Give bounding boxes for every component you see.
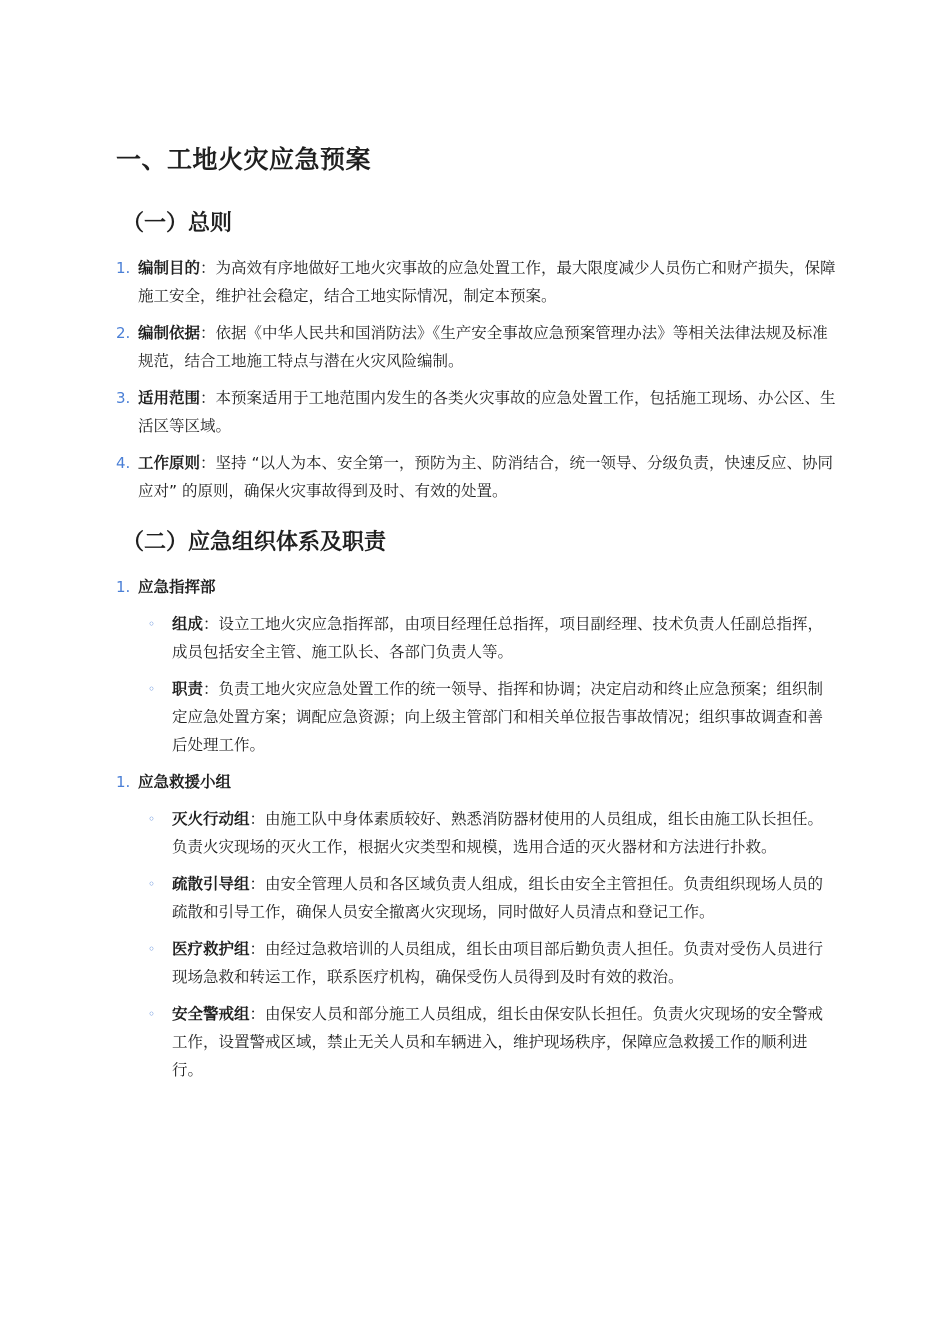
sub-list-item xyxy=(116,610,836,666)
command-sublist xyxy=(116,610,836,759)
list-item xyxy=(116,319,836,375)
item-label: 编制目的 xyxy=(138,259,201,277)
item-text: ：依据《中华人民共和国消防法》《生产安全事故应急预案管理办法》等相关法律法规及标准规范，结合工地施工特点与潜在火灾风险编制。 xyxy=(138,324,828,370)
group-label: 应急救援小组 xyxy=(138,773,232,791)
item-label: 适用范围 xyxy=(138,389,201,407)
section-heading-organization: （二）应急组织体系及职责 xyxy=(122,530,387,555)
bullet-icon: ◦ xyxy=(148,1007,156,1021)
item-label: 医疗救护组 xyxy=(172,940,250,958)
list-item xyxy=(116,254,836,310)
item-text: ：为高效有序地做好工地火灾事故的应急处置工作，最大限度减少人员伤亡和财产损失，保障施工安全，维护社会稳定，结合工地实际情况，制定本预案。 xyxy=(138,259,836,305)
bullet-icon: ◦ xyxy=(148,682,156,696)
sub-list-item xyxy=(116,805,836,861)
list-number: 1. xyxy=(116,578,131,596)
rescue-sublist xyxy=(116,805,836,1084)
item-text: ：由施工队中身体素质较好、熟悉消防器材使用的人员组成，组长由施工队长担任。负责火灾现场的灭火工作，根据火灾类型和规模，选用合适的灭火器材和方法进行扑救。 xyxy=(172,810,824,856)
sub-list-item xyxy=(116,935,836,991)
sub-list-item xyxy=(116,870,836,926)
group-label: 应急指挥部 xyxy=(138,578,216,596)
group-heading-rescue xyxy=(116,768,836,796)
item-text: ：由经过急救培训的人员组成，组长由项目部后勤负责人担任。负责对受伤人员进行现场急救和转运工作，联系医疗机构，确保受伤人员得到及时有效的救治。 xyxy=(172,940,824,986)
sub-list-item xyxy=(116,1000,836,1084)
item-label: 灭火行动组 xyxy=(172,810,250,828)
item-text: ：由保安人员和部分施工人员组成，组长由保安队长担任。负责火灾现场的安全警戒工作，设置警戒区域，禁止无关人员和车辆进入，维护现场秩序，保障应急救援工作的顺利进行。 xyxy=(172,1005,824,1079)
item-label: 编制依据 xyxy=(138,324,201,342)
general-list xyxy=(116,254,836,505)
section-heading-general: （一）总则 xyxy=(122,211,233,236)
item-text: ：由安全管理人员和各区域负责人组成，组长由安全主管担任。负责组织现场人员的疏散和引导工作，确保人员安全撤离火灾现场，同时做好人员清点和登记工作。 xyxy=(172,875,824,921)
item-text: ：负责工地火灾应急处置工作的统一领导、指挥和协调；决定启动和终止应急预案；组织制定应急处置方案；调配应急资源；向上级主管部门和相关单位报告事故情况；组织事故调查和善后处理工作。 xyxy=(172,680,824,754)
bullet-icon: ◦ xyxy=(148,942,156,956)
list-number: 3. xyxy=(116,389,131,407)
sub-list-item xyxy=(116,675,836,759)
bullet-icon: ◦ xyxy=(148,877,156,891)
item-label: 疏散引导组 xyxy=(172,875,250,893)
list-number: 2. xyxy=(116,324,131,342)
list-number: 4. xyxy=(116,454,131,472)
list-item xyxy=(116,384,836,440)
item-text: ：设立工地火灾应急指挥部，由项目经理任总指挥，项目副经理、技术负责人任副总指挥，成员包括安全主管、施工队长、各部门负责人等。 xyxy=(172,615,824,661)
item-text: ：坚持 “以人为本、安全第一，预防为主、防消结合，统一领导、分级负责，快速反应、协同应对” 的原则，确保火灾事故得到及时、有效的处置。 xyxy=(138,454,833,500)
document-page xyxy=(116,140,836,1093)
list-item xyxy=(116,449,836,505)
group-heading-command xyxy=(116,573,836,601)
list-number: 1. xyxy=(116,773,131,791)
document-title: 一、工地火灾应急预案 xyxy=(116,145,372,174)
item-text: ：本预案适用于工地范围内发生的各类火灾事故的应急处置工作，包括施工现场、办公区、生活区等区域。 xyxy=(138,389,836,435)
list-number: 1. xyxy=(116,259,131,277)
item-label: 职责 xyxy=(172,680,204,698)
item-label: 组成 xyxy=(172,615,204,633)
bullet-icon: ◦ xyxy=(148,617,156,631)
item-label: 安全警戒组 xyxy=(172,1005,250,1023)
item-label: 工作原则 xyxy=(138,454,201,472)
bullet-icon: ◦ xyxy=(148,812,156,826)
